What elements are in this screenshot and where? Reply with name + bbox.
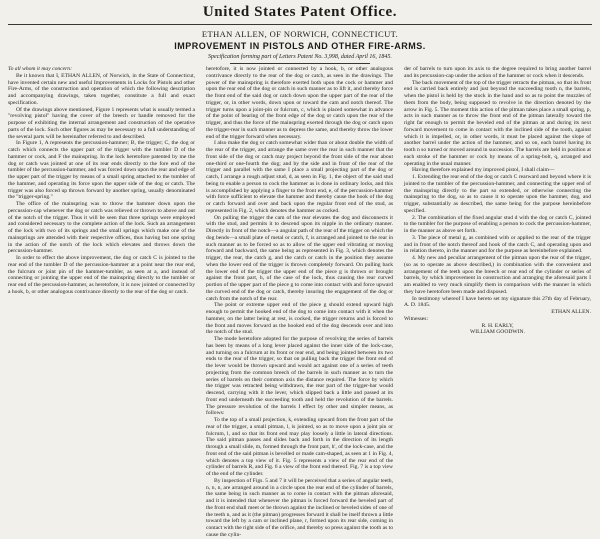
- office-masthead: United States Patent Office.: [202, 4, 398, 20]
- testimony: In testimony whereof I have hereto set my signature this 27th day of February, A. D. 1845.: [404, 295, 591, 309]
- claim: 3. The piece of metal g, as combined with or applied to the rear of the trigger and in front of the notch thereof and hook of the catch C, and operating upon and in relation thereto, in the manner and for the purpose as hereinbefore explained.: [404, 234, 591, 255]
- claim: 2. The combination of the fixed angular stud d with the dog or catch C, jointed to the tumbler for the purpose of enabling a person to cock the percussion-hammer, in the manner as above set forth.: [404, 214, 591, 234]
- salutation: To all whom it may concern:: [8, 66, 72, 72]
- paragraph: The point or extreme upper end of the piece g should extend upward high enough to permit the hooked end of the dog to come into contact with it when the hammer, on the latter being at rest, is cocked, the trigger returns and is forced to the front and moves forward as the hooked end of the dog descends over and into the notch of the stud.: [206, 302, 393, 336]
- paragraph: I also make the dog or catch somewhat wider than or about double the width of the rear of the trigger, and arrange the same over the rear in such manner that the front side of the dog or catch may project beyond the front side of the rear about one-third or one-fourth the dog; and by the side and in front of the rear of the trigger and parallel with the same I place a small projecting part of the dog or catch, I arrange a rough adjust stud, d, as seen in Fig. 1, the object of the said stud being to enable a person to cock the hammer as is done in ordinary locks, and this is accomplished by applying a finger to the front end, e, of the percussion-hammer with force sufficient to elevate the hammer and thereby cause the hook of the dog or catch forward and over and back upon the regular front end of the stud, as represented in Fig. 2, which denotes the hammer as cocked.: [206, 140, 393, 214]
- text-column-2: [206, 66, 394, 538]
- paragraph: In Figure 1, A represents the percussion-hammer; B, the trigger; C, the dog or catch which connects the upper part of the trigger with the tumbler D of the hammer or cock, and F the mainspring. In the lock heretofore patented by me the dog or catch was jointed at one of its rear ends directly to the fore end of the tumbler of the percussion-hammer, and was forced down upon the rear and edge of the upper part of the trigger by means of a small spring attached to the tumbler of the hammer, and operating its force upon the upper side of the dog or catch. The trigger was also forced up thrown forward by another spring, usually denominated the "trigger-spring.": [8, 140, 195, 201]
- paragraph: By inspection of Figs. 5 and 7 it will be perceived that a series of angular teeth, n, n, n, are arranged around in a circle upon the rear end of the cylinder of barrels, the same being in such manner as to come in contact with the pitman aforesaid, and it is intended that whenever the pitman is forced forward the beveled part of the front end shall meet or be thrown against the inclined or beveled sides of one of the teeth n, and as it (the pitman) progresses forward it shall be itself thrown a little toward the left by a cam or inclined plane, r, formed upon its rear side, coming in contact with the right side of the orifice, and thereby so press against the tooth as to cause the cylin-: [206, 477, 393, 538]
- witnesses-label: Witnesses:: [404, 315, 429, 322]
- paragraph: In order to effect the above improvement, the dog or catch C is jointed to the rear end of the tumbler D of the percussion-hammer at a point near the rear end, the fulcrum or joint pin of the hammer-tumbler, as seen at a, and instead of connecting or jointing the upper end of the mainspring directly to the tumbler or rear end of the percussion-hammer, as heretofore, it is now jointed or connected by a hook, b, or other analogous contrivance directly to the rear of the dog or catch.: [8, 255, 195, 295]
- masthead-rule: [8, 24, 592, 25]
- paragraph: der of barrels to turn upon its axis to the degree required to bring another barrel and its percussion-cap under the action of the hammer or cock when it descends.: [404, 66, 591, 79]
- claims-heading: Having therefore explained my improved pistol, I shall claim—: [412, 167, 555, 174]
- spec-rule: [230, 63, 370, 64]
- witness-name: WILLIAM GOODWIN.: [470, 329, 525, 336]
- paragraph: heretofore, it is now jointed or connected by a hook, b, or other analogous contrivance directly to the rear of the dog or catch, as seen in the drawings. The power of the mainspring is therefore exerted both upon the cock or hammer and upon the rear end of the dog or catch in such manner as to lift it, and thereby force the front end of the said dog or catch down upon the upper part of the rear of the trigger, or, in other words, down upon or toward the cam and notch thereof. The trigger turns upon a joint-pin or fulcrum, c, which is placed somewhat in advance of the point of bearing of the front edge of the dog or catch upon the rear of the trigger, and thus the force of the mainspring exerted through the dog or catch upon the trigger-rear in such manner as to depress the same, and thereby throw the lower end of the trigger forward when necessary.: [206, 66, 393, 140]
- claim: 1. Extending the rear end of the dog or catch C rearward and beyond where it is jointed to the tumbler of the percussion-hammer, and connecting the upper end of the mainspring directly to the part so extended, or otherwise connecting the mainspring to the dog, so as to cause it to operate upon the hammer, dog, and trigger, substantially as described, the same being for the purpose hereinbefore specified.: [404, 174, 591, 214]
- claim: 4. My new and peculiar arrangement of the pitman upon the rear of the trigger, (so as to operate as above described,) in combination with the convenient and arrangement of the teeth upon the breech or rear end of the cylinder or series of barrels, by which improvement in construction and arranging the aforesaid parts I am enabled to very much simplify them in comparison with the manner in which they have heretofore been made and disposed.: [404, 255, 591, 295]
- witness-name: R. H. EARLY,: [481, 322, 514, 329]
- text-column-1: [8, 66, 195, 452]
- paragraph: Of the drawings above mentioned, Figure 1 represents what is usually termed a "revolving pistol" having the cover of the breech or handle removed for the purpose of exhibiting the internal arrangement and construction of the operative parts of the lock. Such other figures as may be necessary to a full understanding of the several parts will be hereinafter referred to and described.: [8, 106, 195, 140]
- inventor-signature: ETHAN ALLEN.: [551, 309, 591, 315]
- specification-line: Specification forming part of Letters Patent No. 3,998, dated April 16, 1845.: [208, 54, 392, 60]
- inventor-line: ETHAN ALLEN, OF NORWICH, CONNECTICUT.: [201, 29, 399, 39]
- text-column-3: [404, 66, 591, 452]
- paragraph: The mode heretofore adopted for the purpose of revolving the series of barrels has been by means of a long lever placed against the inner side of the lock-case, and turning on a fulcrum at its front or rear end, and being jointed between its two ends to the rear of the trigger, so that on pulling back the trigger the front end of the lever would be thrown upward and would act against one of a series of teeth projecting from the common breech of the barrels in such manner as to turn the series of barrels on their common axis the distance required. The force by which the trigger was retracted being withdrawn, the rear part of the trigger-bar would descend, carrying with it the lever, which slipped back a little and passed at its front end underneath the succeeding tooth and held the revolution of the barrels. The pressure revolution of the barrels I effect by other and simpler means, as follows:: [206, 336, 393, 417]
- patent-title: IMPROVEMENT IN PISTOLS AND OTHER FIRE-ARMS.: [174, 41, 426, 51]
- paragraph: The back movement of the top of the trigger retracts the pitman, so that its front end is carried back entirely and just beyond the succeeding tooth n, the barrels, when the pistol is held by the stock in the hand and so as to point the muzzles of them from the body, being supposed to revolve in the direction denoted by the arrow in Fig. 5. The moment this action of the pitman takes place a small spring, p, acts in such manner as to throw the front end of the pitman laterally toward the right far enough to permit the beveled end of the pitman at and during its next forward movement to come in contact with the inclined side of the tooth, against which it is impelled, or, in other words, it must be placed against the slope of another barrel under the action of the hammer, and so on, each barrel having its tooth n so turned or moved around in succession. The barrels are held in position at each stroke of the hammer or cock by means of a spring-bolt, q, arranged and operating in the usual manner.: [404, 79, 591, 167]
- paragraph: On pulling the trigger the cam of the rear elevates the dog and disconnects it with the stud, and permits it to descend upon its nipple in the ordinary manner. Directly in front of the notch—a angular path of the rear of the trigger on which the dog bends—a small plate of metal or catch, f, is arranged and jointed to the rear in such manner as to be forced so as to allow of the upper end vibrating or moving forward and backward, the same being as represented in Fig. 3, which denotes the trigger, the rear, the catch g, and the catch or catch in the position they assume when the lower end of the trigger is thrown completely forward. On pulling back the lower end of the trigger the upper end of the piece g is thrown or brought against the front part, h, of the case of the lock, thus causing the rear curved portion of the upper part of the piece g to come into contact with and force upward the curved end of the dog or catch, thereby insuring the engagement of the dog or catch from the notch of the rear.: [206, 214, 394, 302]
- paragraph: The office of the mainspring was to throw the hammer down upon the percussion-cap whenever the dog or catch was relieved or thrown to above and out of the notch of the trigger. Thus it will be seen that three springs were employed and considered necessary to the complete action of the lock. Such an arrangement of the lock with two of its springs and the small springs which make one of the mainsprings are attended with their respective offices, thus having but one spring in the action of the notch of the lock which elevates and throws down the percussion-hammer.: [8, 201, 195, 255]
- paragraph: Be it known that I, ETHAN ALLEN, of Norwich, in the State of Connecticut, have invented certain new and useful Improvements in Locks for Pistols and other Fire-Arms, of the construction and operation of which the following description and accompanying drawings, taken together, constitute a full and exact specification.: [8, 72, 195, 106]
- paragraph: To the top of a small projection, k, extending upward from the front part of the rear of the trigger, a small pitman, l, is jointed, so as to move upon a joint pin or fulcrum, l, and so that its front end may play loosely a little in lateral directions. The said pitman passes and slides back and forth in the direction of its length through a small slide, m, formed through the front part, h', of the lock-case, and the front end of the said pitman is bevelled or made cam-shaped, as seen at 1 in Fig. 4, which denotes a top view of it. Fig. 5 represents a view of the rear end of the cylinder of barrels R, and Fig. 6 a view of the front end thereof. Fig. 7 is a top view of the end of the cylinder.: [206, 417, 393, 477]
